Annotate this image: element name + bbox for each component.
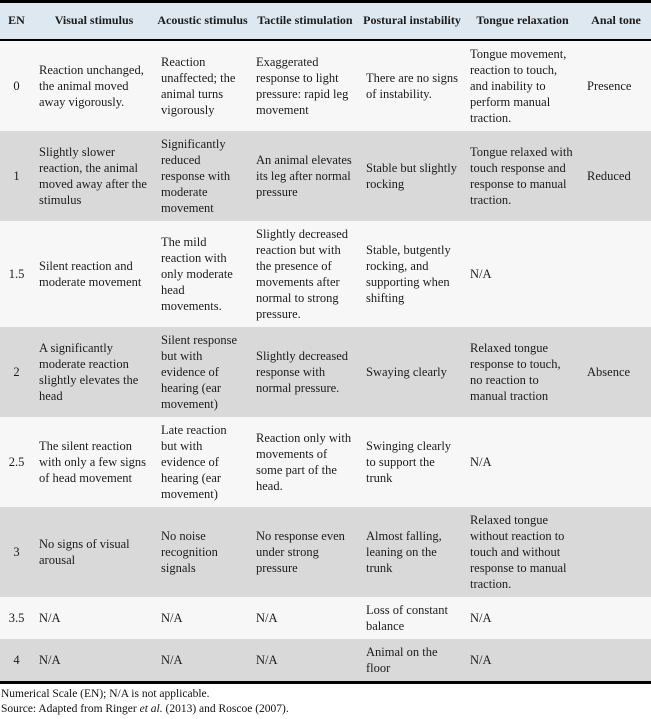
table-cell: No noise recognition signals [161,529,218,575]
cell-en-score: 1.5 [8,267,25,281]
table-cell: A significantly moderate reaction slightly elevates the head [39,341,139,403]
table-cell: Loss of constant balance [366,603,448,633]
column-header-anal-tone: Anal tone [581,2,651,41]
table-row [0,597,651,639]
table-cell: Animal on the floor [366,645,438,675]
table-cell: N/A [161,611,183,625]
table-cell: Silent reaction and moderate movement [39,259,142,289]
column-header-tactile-stimulation: Tactile stimulation [250,2,360,41]
table-cell: Stable, butgently rocking, and supporting when shifting [366,243,451,305]
cell-en-score: 1 [13,169,20,183]
table-body [0,40,651,683]
table-cell: Tongue relaxed with touch response and response to manual traction. [470,145,573,207]
table-cell: N/A [256,653,278,667]
footnote-source-suffix: (2013) and Roscoe (2007). [162,702,289,715]
table-row [0,40,651,131]
cell-en-score: 2.5 [8,455,25,469]
table-cell: Reaction only with movements of some part of the head. [256,431,352,493]
table-cell [581,221,651,327]
table-cell: N/A [470,653,492,667]
footnote-source-et-al: et al. [139,702,163,715]
cell-en-score: 0 [13,79,20,93]
table-row [0,327,651,417]
cell-en-score: 3 [13,545,20,559]
column-header-acoustic-stimulus: Acoustic stimulus [155,2,250,41]
table-cell: Exaggerated response to light pressure: rapid leg movement [256,55,349,117]
table-cell: N/A [470,455,492,469]
table-cell: Slightly decreased reaction but with the presence of movements after normal to strong pressure. [256,227,348,321]
table-cell: Relaxed tongue without reaction to touch and without response to manual traction. [470,513,567,591]
table-cell: Swinging clearly to support the trunk [366,439,452,485]
cell-en-score: 4 [13,653,20,667]
header-row [0,2,651,41]
column-header-visual-stimulus: Visual stimulus [33,2,155,41]
table-cell: Late reaction but with evidence of hearing (ear movement) [161,423,227,501]
table-cell: Significantly reduced response with moderate movement [161,137,231,215]
table-footnotes [0,684,651,719]
table-cell: Silent response but with evidence of hearing (ear movement) [161,333,238,411]
table-cell: N/A [256,611,278,625]
table-cell: Swaying clearly [366,365,447,379]
table-cell: Reduced [587,169,631,183]
table-cell: N/A [470,267,492,281]
table-cell: N/A [470,611,492,625]
column-header-postural-instability: Postural instability [360,2,464,41]
cell-en-score: 3.5 [8,611,25,625]
table-cell: There are no signs of instability. [366,71,458,101]
table-row [0,639,651,683]
table-cell: Slightly slower reaction, the animal moved away after the stimulus [39,145,147,207]
table-cell: No response even under strong pressure [256,529,345,575]
table-cell: Presence [587,79,632,93]
table-cell: Reaction unaffected; the animal turns vigorously [161,55,236,117]
table-cell: N/A [161,653,183,667]
footnote-source-prefix: Source: Adapted from Ringer [1,702,140,715]
footnote-scale-definition: Numerical Scale (EN); N/A is not applicable. [1,688,210,700]
column-header-en: EN [0,2,33,41]
table-cell: Relaxed tongue response to touch, no reaction to manual traction [470,341,561,403]
table-cell: Absence [587,365,631,379]
table-cell: Slightly decreased response with normal pressure. [256,349,348,395]
table-row [0,221,651,327]
table-header [0,2,651,41]
table-cell: No signs of visual arousal [39,537,130,567]
column-header-tongue-relaxation: Tongue relaxation [464,2,581,41]
table-row [0,417,651,507]
table-cell: Stable but slightly rocking [366,161,457,191]
table-cell [581,417,651,507]
table-cell: The mild reaction with only moderate head movements. [161,235,233,313]
table-cell: N/A [39,611,61,625]
cell-en-score: 2 [13,365,20,379]
table-cell: N/A [39,653,61,667]
table-cell [581,597,651,639]
table-cell: Almost falling, leaning on the trunk [366,529,442,575]
table-cell: An animal elevates its leg after normal pressure [256,153,352,199]
table-cell: The silent reaction with only a few signs of head movement [39,439,146,485]
table-cell: Reaction unchanged, the animal moved away vigorously. [39,63,144,109]
table-cell [581,639,651,683]
table-cell: Tongue movement, reaction to touch, and inability to perform manual traction. [470,47,567,125]
footnote-source [1,702,649,717]
table-row [0,131,651,221]
